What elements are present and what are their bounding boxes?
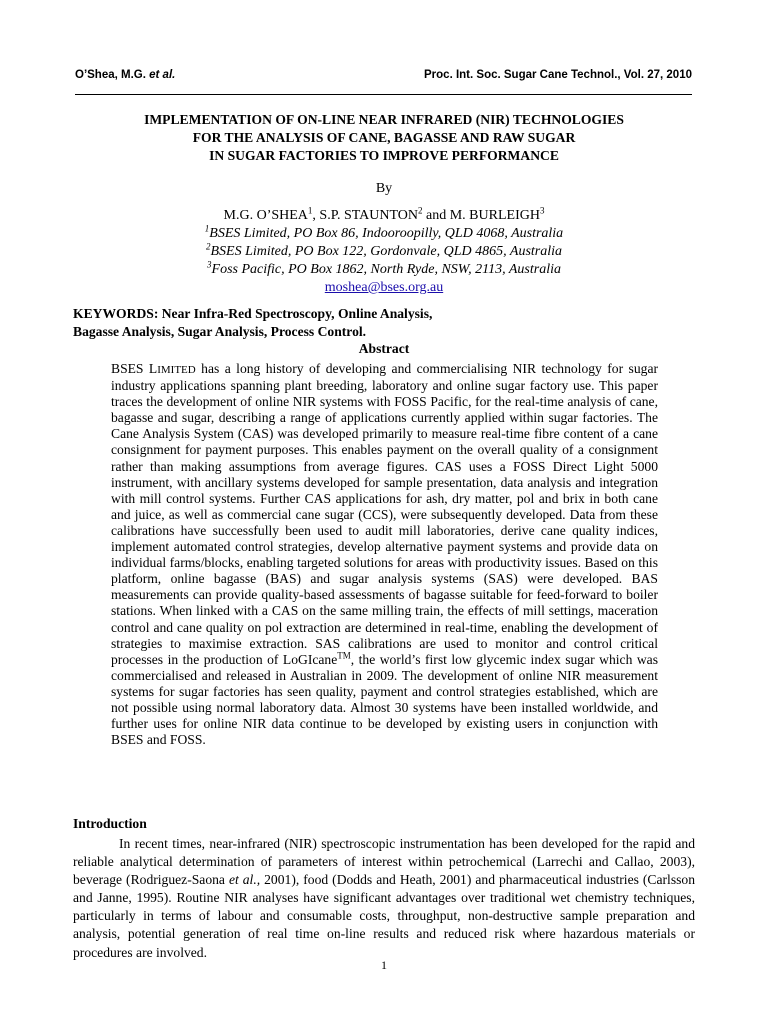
affiliation: $^3$Foss Pacific, PO Box 1862, North Ryde, NSW, 2113, Australia	[207, 259, 561, 277]
affiliations	[60, 225, 708, 297]
abstract-heading: Abstract	[358, 341, 410, 356]
page-number: 1	[381, 958, 387, 972]
introduction-paragraph: In recent times, near-infrared (NIR) spectroscopic instrumentation has been developed for the rapid and reliable analytical determination of parameters of interest within petrochemical (Larrechi and Callao, 2003), beverage (Rodriguez-Saona et al., 2001), food (Dodds and Heath, 2001) and pharmaceutical industries (Carlsson and Janne, 1995). Routine NIR analyses have significant advantages over traditional wet chemistry techniques, particularly in terms of labour and consumable costs, throughput, non-destructive sample preparation and analysis, potential generation of real time on-line results and reduced risk where hazardous materials or procedures are involved.	[73, 836, 695, 960]
author-list: M.G. O’SHEA$^1$, S.P. STAUNTON$^2$ and M. BURLEIGH$^3$	[223, 205, 545, 223]
by-line: By	[375, 181, 393, 196]
keywords: KEYWORDS: Near Infra-Red Spectroscopy, Online Analysis, Bagasse Analysis, Sugar Analysis, Process Control.	[73, 306, 433, 339]
affiliation: $^1$BSES Limited, PO Box 86, Indooroopilly, QLD 4068, Australia	[204, 223, 564, 241]
email-link[interactable]: moshea@bses.org.au	[324, 280, 444, 295]
paper-title: IMPLEMENTATION OF ON-LINE NEAR INFRARED (NIR) TECHNOLOGIES FOR THE ANALYSIS OF CANE, BAGASSE AND RAW SUGAR IN SUGAR FACTORIES TO IMPROVE PERFORMANCE	[144, 112, 624, 163]
header-citation: Proc. Int. Soc. Sugar Cane Technol., Vol. 27, 2010	[424, 69, 692, 81]
running-header	[75, 69, 692, 87]
header-rule	[75, 94, 692, 95]
introduction-heading: Introduction	[73, 816, 147, 831]
affiliation: $^2$BSES Limited, PO Box 122, Gordonvale, QLD 4865, Australia	[205, 241, 563, 259]
abstract-body: BSES LIMITED has a long history of developing and commercialising NIR technology for sugar industry applications spanning plant breeding, laboratory and online sugar factory use. This paper traces the development of online NIR systems with FOSS Pacific, for the real-time analysis of cane, bagasse and sugar, describing a range of applications currently applied within sugar factories. The Cane Analysis System (CAS) was developed primarily to measure real-time fibre content of a cane consignment for payment purposes. This enables payment on the overall quality of a consignment rather than making assumptions from average figures. CAS uses a FOSS Direct Light 5000 instrument, with ancillary systems developed for sample presentation, data analysis and integration with mill control systems. Further CAS applications for ash, dry matter, pol and brix in both cane and juice, as well as commercial cane sugar (CCS), were subsequently developed. Data from these calibrations have successfully been used to audit mill laboratories, derive cane quality indices, implement automated control strategies, develop alternative payment systems and provide data on individual farms/blocks, enabling targeted solutions for areas with productivity issues. Based on this platform, online bagasse (BAS) and sugar analysis systems (SAS) were developed. BAS measurements can provide quality-based assessments of bagasse suitable for feed-forward to boiler stations. When linked with a CAS on the same milling train, the effects of mill settings, maceration control and cane quality on pol extraction are determined in real-time, enabling the development of strategies to maximise extraction. SAS calibrations are used to monitor and control critical processes in the production of LoGIcane™, the world’s first low glycemic index sugar which was commercialised and released in Australian in 2009. The development of online NIR measurement systems for sugar factories has seen quality, payment and control strategies established, which are not possible using normal laboratory data. Almost 30 systems have been installed worldwide, and further uses for online NIR data continue to be developed by existing users in conjunction with BSES and FOSS.	[111, 361, 659, 748]
header-author: O’Shea, M.G. et al.	[75, 69, 176, 81]
